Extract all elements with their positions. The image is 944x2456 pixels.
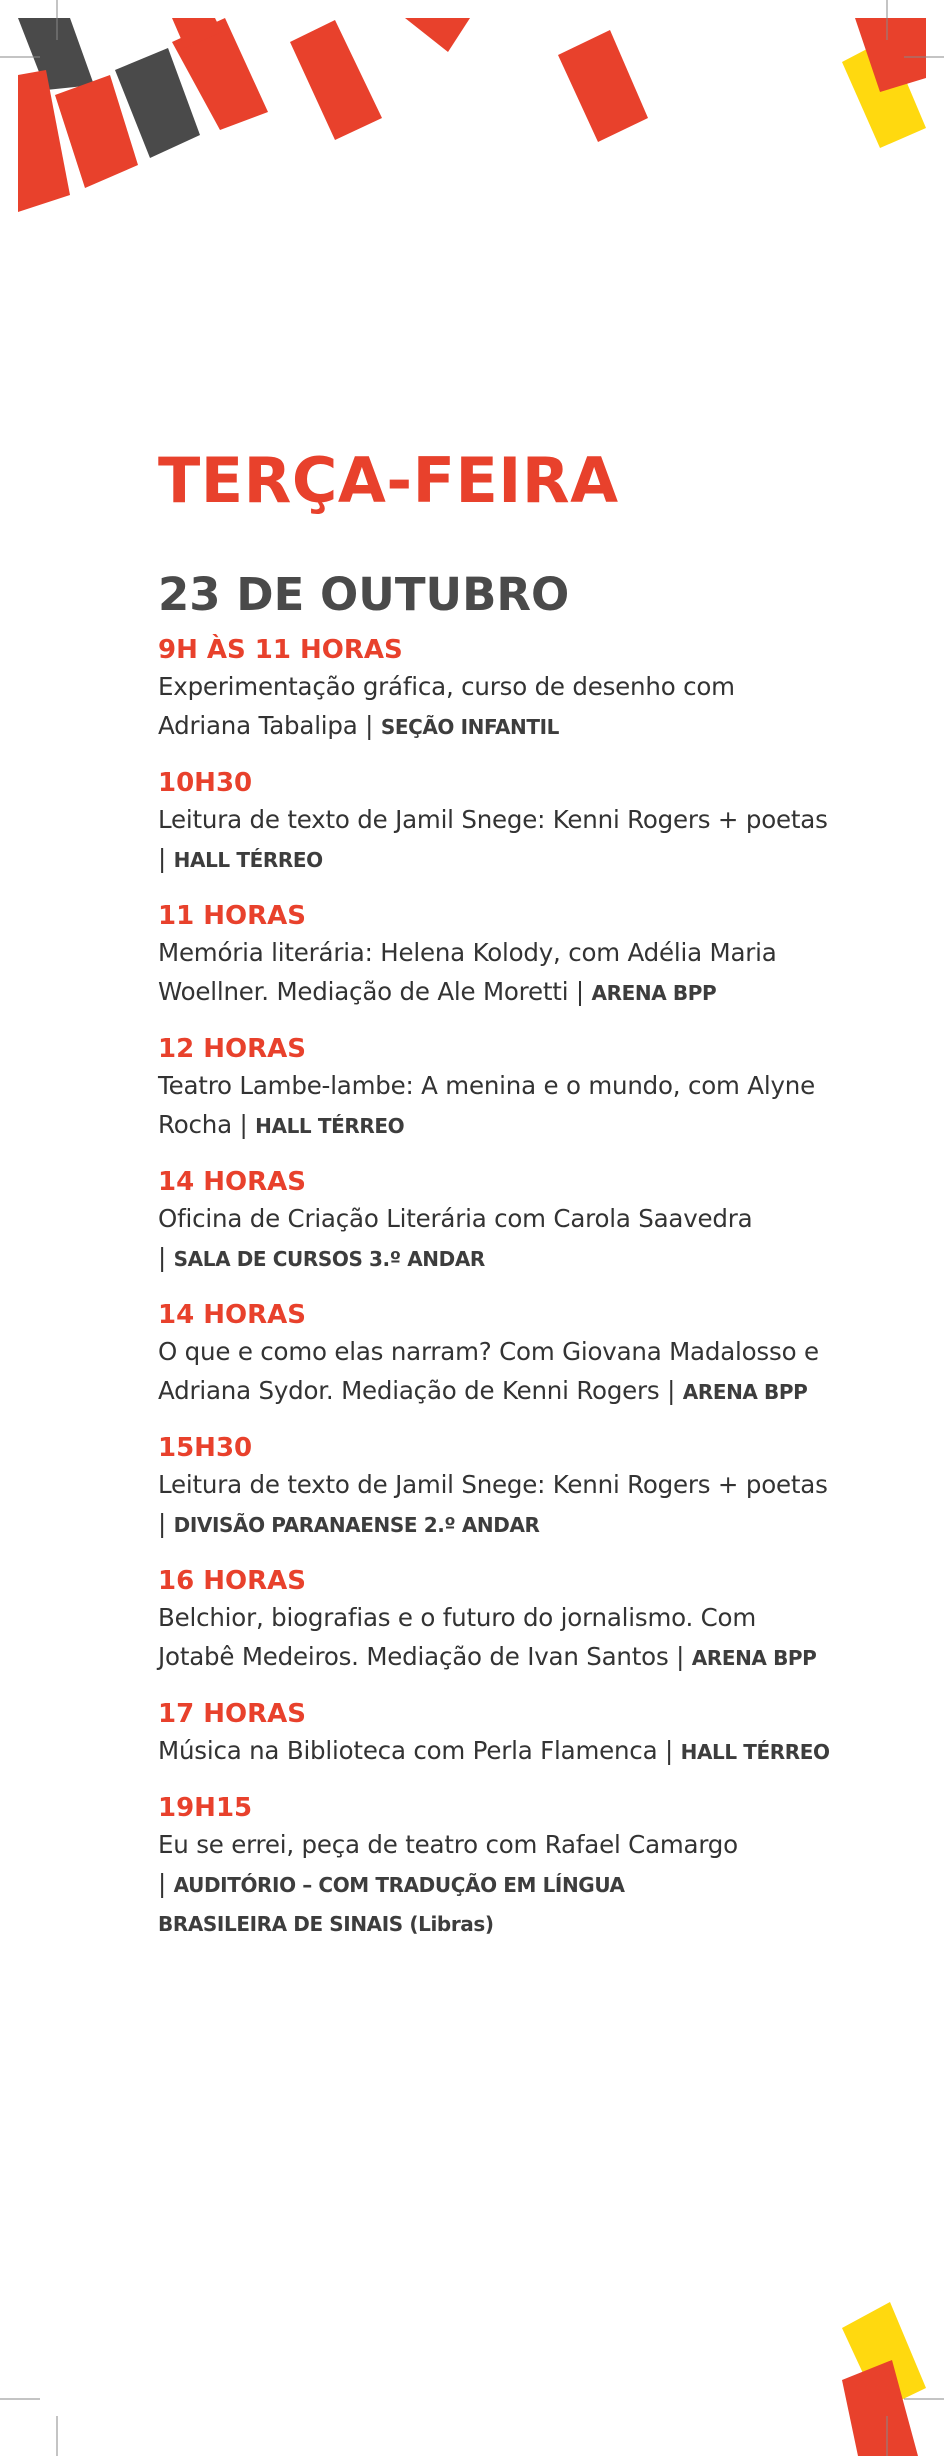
event-time: 15H30 xyxy=(158,1433,253,1463)
event-item xyxy=(158,1563,858,1677)
event-location: SALA DE CURSOS 3.º ANDAR xyxy=(173,1247,485,1271)
event-description-line xyxy=(158,1826,858,1865)
event-item xyxy=(158,1790,858,1943)
event-description-line xyxy=(158,1638,858,1677)
event-location: ARENA BPP xyxy=(682,1380,808,1404)
event-description-line xyxy=(158,1599,858,1638)
event-description: | xyxy=(158,844,174,873)
event-description: Rocha | xyxy=(158,1110,256,1139)
event-time: 12 HORAS xyxy=(158,1034,306,1064)
event-description: O que e como elas narram? Com Giovana Madalosso e xyxy=(158,1337,819,1366)
event-description: | xyxy=(158,1509,174,1538)
day-heading: TERÇA-FEIRA xyxy=(158,444,619,517)
event-description: Teatro Lambe-lambe: A menina e o mundo, com Alyne xyxy=(158,1071,815,1100)
event-description: Belchior, biografias e o futuro do jornalismo. Com xyxy=(158,1603,757,1632)
event-location: BRASILEIRA DE SINAIS (Libras) xyxy=(158,1912,494,1936)
event-location: ARENA BPP xyxy=(691,1646,817,1670)
event-item xyxy=(158,1031,858,1145)
event-time: 19H15 xyxy=(158,1793,253,1823)
event-time: 10H30 xyxy=(158,768,253,798)
event-list xyxy=(158,632,858,1943)
top-left-block-pattern xyxy=(18,18,648,212)
event-description: | xyxy=(158,1869,174,1898)
event-location: AUDITÓRIO – COM TRADUÇÃO EM LÍNGUA xyxy=(173,1873,625,1897)
event-description: | xyxy=(158,1243,174,1272)
event-time: 16 HORAS xyxy=(158,1566,306,1596)
event-description-line xyxy=(158,1333,858,1372)
event-description-line xyxy=(158,1067,858,1106)
event-description-line xyxy=(158,1466,858,1505)
event-description: Memória literária: Helena Kolody, com Adélia Maria xyxy=(158,938,777,967)
event-description: Eu se errei, peça de teatro com Rafael Camargo xyxy=(158,1830,738,1859)
event-description-line xyxy=(158,1505,858,1544)
event-time: 11 HORAS xyxy=(158,901,306,931)
event-description-line xyxy=(158,1200,858,1239)
event-item xyxy=(158,1164,858,1278)
date-heading: 23 DE OUTUBRO xyxy=(158,568,570,621)
schedule-content xyxy=(158,440,858,1962)
event-item xyxy=(158,1430,858,1544)
event-time: 17 HORAS xyxy=(158,1699,306,1729)
event-location: DIVISÃO PARANAENSE 2.º ANDAR xyxy=(173,1513,540,1537)
event-item xyxy=(158,765,858,879)
event-description: Leitura de texto de Jamil Snege: Kenni Rogers + poetas xyxy=(158,805,828,834)
event-description-line xyxy=(158,1865,858,1904)
event-location: ARENA BPP xyxy=(591,981,717,1005)
event-location: HALL TÉRREO xyxy=(680,1740,830,1764)
event-item xyxy=(158,632,858,746)
event-description-line xyxy=(158,1106,858,1145)
event-description-line xyxy=(158,707,858,746)
event-description: Jotabê Medeiros. Mediação de Ivan Santos | xyxy=(158,1642,692,1671)
event-location: SEÇÃO INFANTIL xyxy=(380,715,559,739)
event-description-line xyxy=(158,1239,858,1278)
event-time: 14 HORAS xyxy=(158,1167,306,1197)
event-description-line xyxy=(158,1732,858,1771)
event-description-line xyxy=(158,1372,858,1411)
event-description-line xyxy=(158,1904,858,1943)
event-description-line xyxy=(158,801,858,840)
event-description: Leitura de texto de Jamil Snege: Kenni Rogers + poetas xyxy=(158,1470,828,1499)
event-description: Adriana Sydor. Mediação de Kenni Rogers | xyxy=(158,1376,683,1405)
event-item xyxy=(158,1297,858,1411)
top-right-block-pattern xyxy=(842,18,926,148)
event-description-line xyxy=(158,934,858,973)
event-time: 14 HORAS xyxy=(158,1300,306,1330)
event-description-line xyxy=(158,973,858,1012)
event-description-line xyxy=(158,840,858,879)
event-description: Experimentação gráfica, curso de desenho com xyxy=(158,672,735,701)
bottom-right-block-pattern xyxy=(842,2302,926,2456)
event-time: 9H ÀS 11 HORAS xyxy=(158,635,403,665)
event-description: Oficina de Criação Literária com Carola Saavedra xyxy=(158,1204,753,1233)
event-item xyxy=(158,1696,858,1771)
event-description: Música na Biblioteca com Perla Flamenca | xyxy=(158,1736,681,1765)
event-location: HALL TÉRREO xyxy=(255,1114,405,1138)
event-location: HALL TÉRREO xyxy=(173,848,323,872)
event-description: Woellner. Mediação de Ale Moretti | xyxy=(158,977,592,1006)
event-item xyxy=(158,898,858,1012)
event-description-line xyxy=(158,668,858,707)
event-description: Adriana Tabalipa | xyxy=(158,711,381,740)
